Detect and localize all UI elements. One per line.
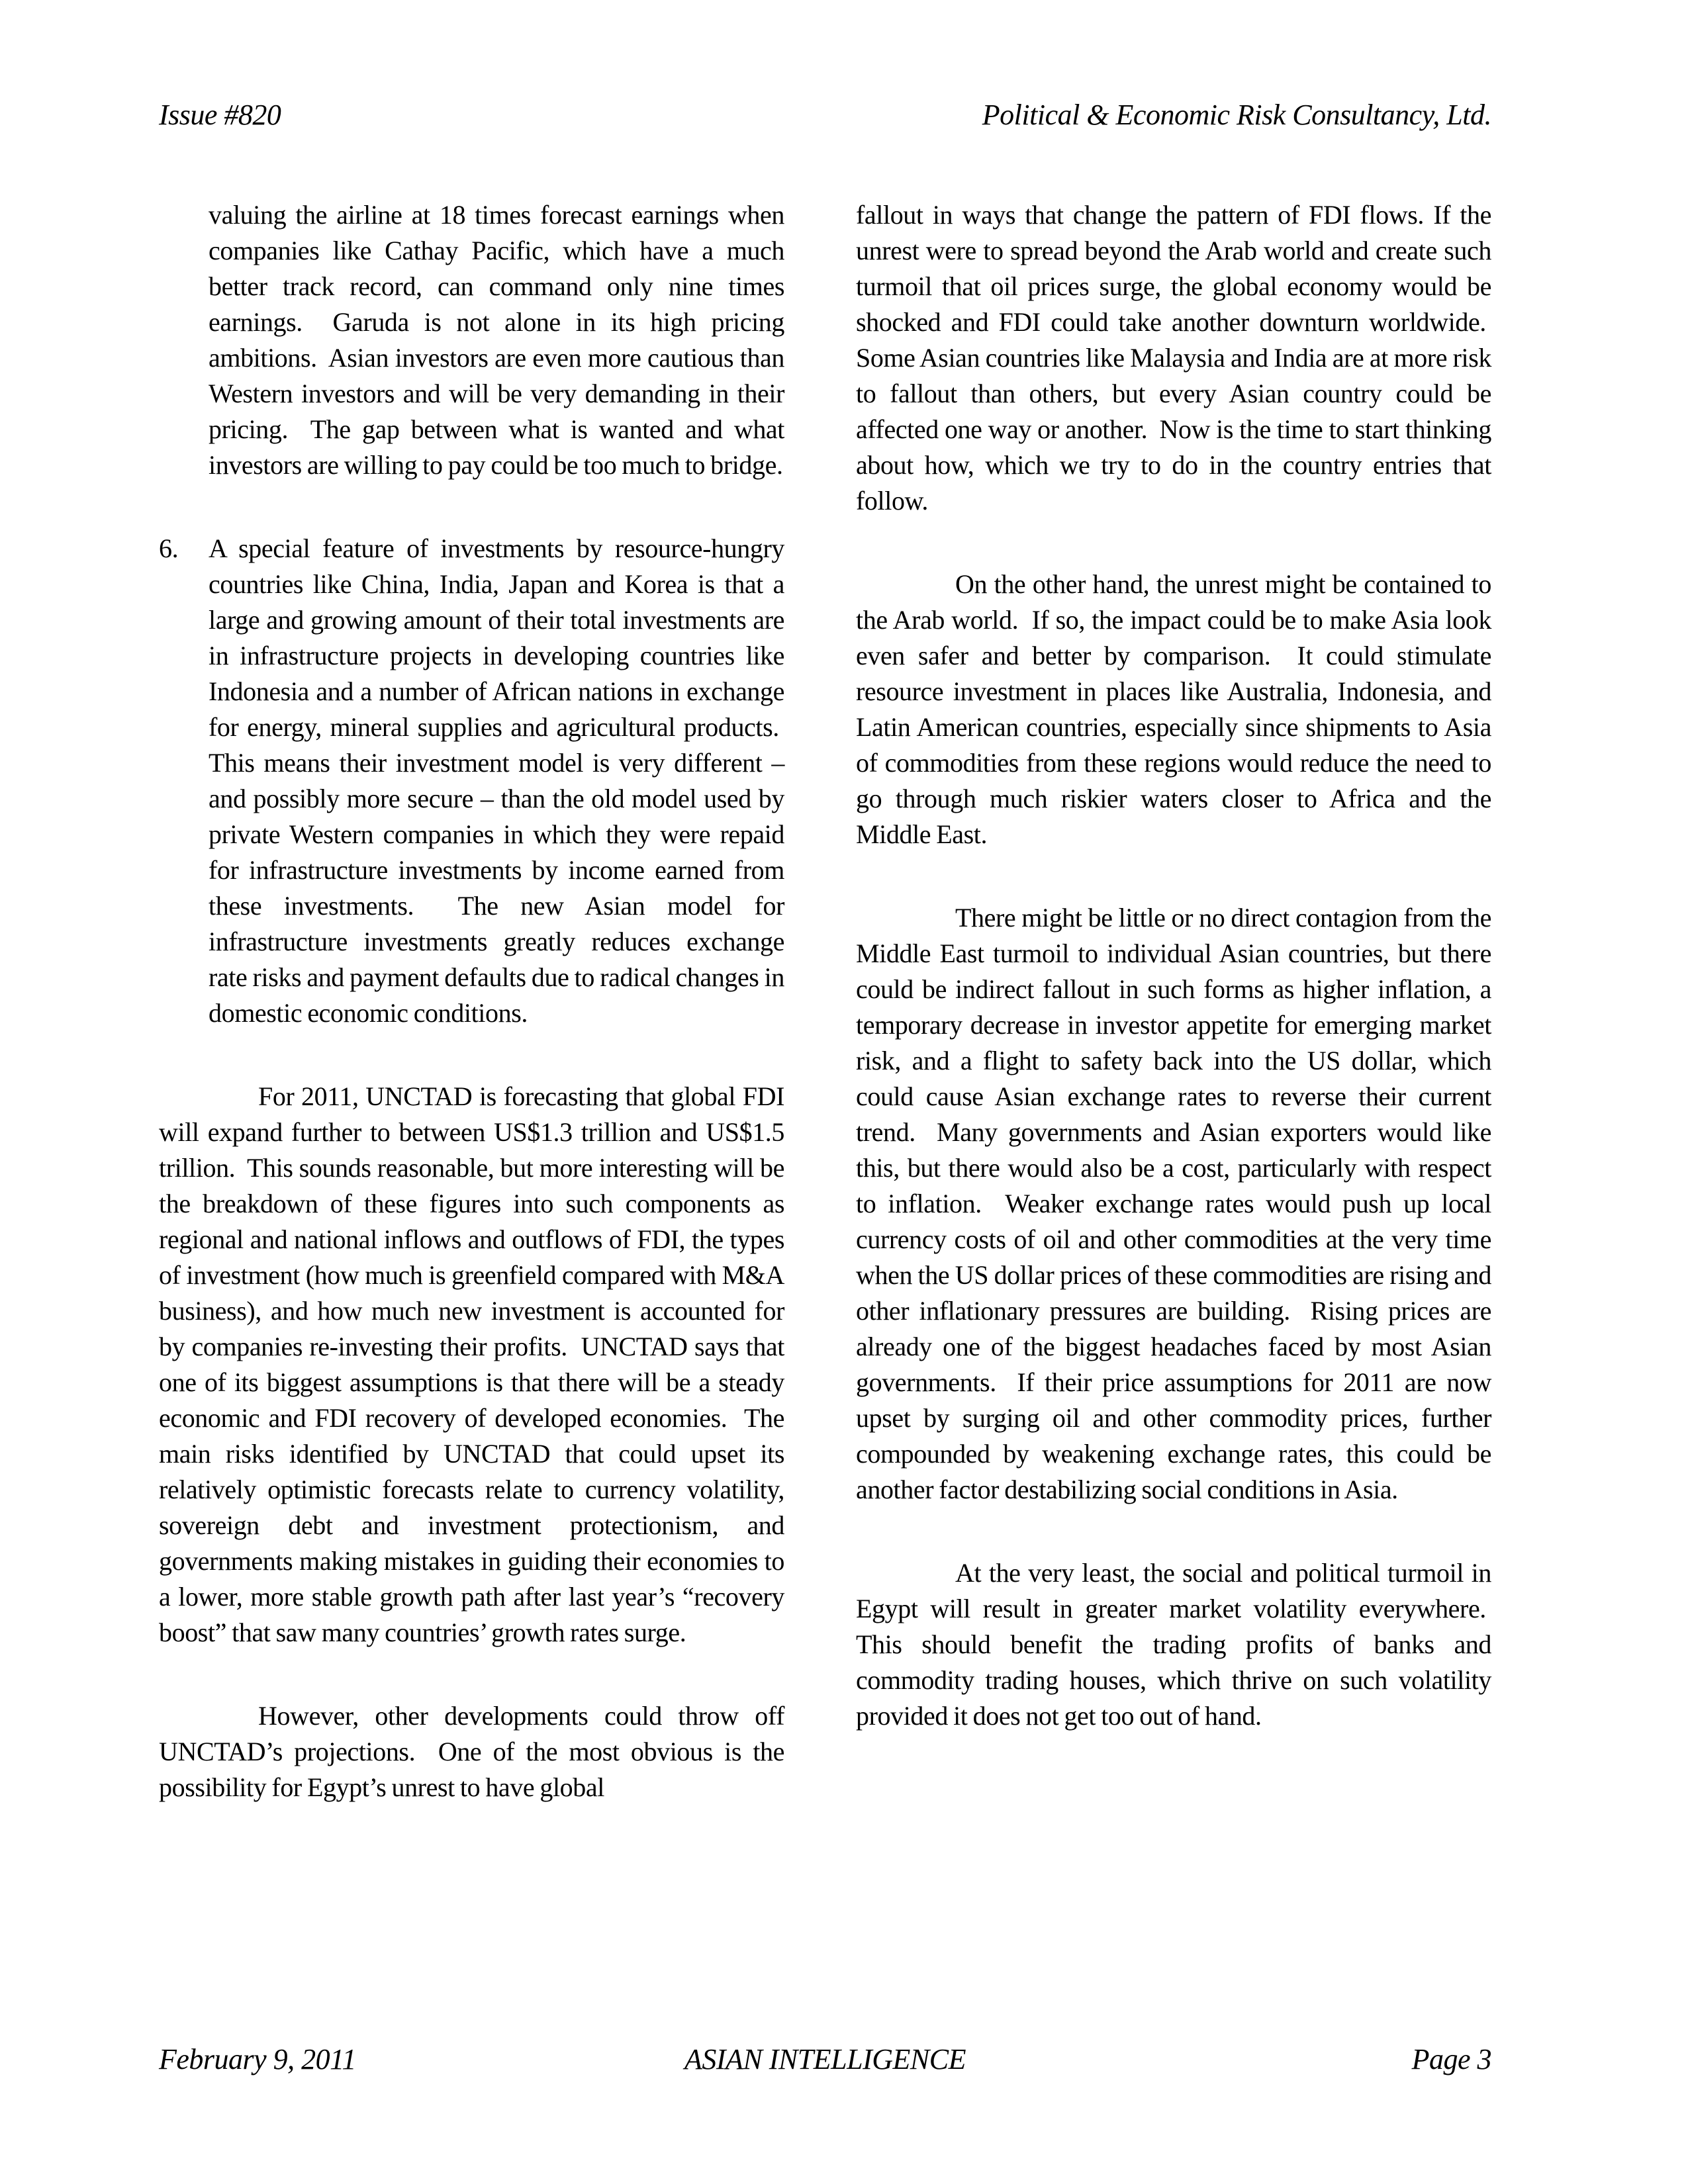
paragraph-unctad-forecast: For 2011, UNCTAD is forecasting that global FDI will expand further to between US$1.3 trillion and US$1.5 trillion. This sounds reasonable, but more interesting will be the breakdown of these figures into such components as regional and national inflows and outflows of FDI, the types of investment (how much is greenfield compared with M&A business), and how much new investment is accounted for by companies re-investing their profits. UNCTAD says that one of its biggest assumptions is that there will be a steady economic and FDI recovery of developed economies. The main risks identified by UNCTAD that could upset its relatively optimistic forecasts relate to currency volatility, sovereign debt and investment protectionism, and governments making mistakes in guiding their economies to a lower, more stable growth path after last year’s “recovery boost” that saw many countries’ growth rates surge. (159, 1081, 784, 1647)
item-text: A special feature of investments by resource-hungry countries like China, India, Japan and Korea is that a large and growing amount of their total investments are in infrastructure projects in developing countries like Indonesia and a number of African nations in exchange for energy, mineral supplies and agricultural products. This means their investment model is very different – and possibly more secure – than the old model used by private Western companies in which they were repaid for infrastructure investments by income earned from these investments. The new Asian model for infrastructure investments greatly reduces exchange rate risks and payment defaults due to radical changes in domestic economic conditions. (209, 533, 784, 1028)
footer-page-number: Page 3 (1411, 2043, 1491, 2075)
item-number: 6. (159, 533, 179, 563)
paragraph-however: However, other developments could throw off UNCTAD’s projections. One of the most obvious is the possibility for Egypt’s unrest to have global (159, 1701, 784, 1802)
left-column (159, 197, 784, 1805)
footer-publication-title: ASIAN INTELLIGENCE (684, 2043, 966, 2075)
footer-date: February 9, 2011 (159, 2043, 356, 2075)
page-body (159, 197, 1491, 1805)
paragraph-contagion: There might be little or no direct contagion from the Middle East turmoil to individual Asian countries, but there could be indirect fallout in such forms as higher inflation, a temporary decrease in investor appetite for emerging market risk, and a flight to safety back into the US dollar, which could cause Asian exchange rates to reverse their current trend. Many governments and Asian exporters would like this, but there would also be a cost, particularly with respect to inflation. Weaker exchange rates would push up local currency costs of oil and other commodities at the very time when the US dollar prices of these commodities are rising and other inflationary pressures are building. Rising prices are already one of the biggest headaches faced by most Asian governments. If their price assumptions for 2011 are now upset by surging oil and other commodity prices, further compounded by weakening exchange rates, this could be another factor destabilizing social conditions in Asia. (856, 903, 1491, 1504)
page-header (159, 98, 1491, 133)
continuation-paragraph: valuing the airline at 18 times forecast earnings when companies like Cathay Pacific, which have a much better track record, can command only nine times earnings. Garuda is not alone in its high pricing ambitions. Asian investors are even more cautious than Western investors and will be very demanding in their pricing. The gap between what is wanted and what investors are willing to pay could be too much to bridge. (209, 200, 784, 480)
paragraph-very-least: At the very least, the social and political turmoil in Egypt will result in greater market volatility everywhere. This should benefit the trading profits of banks and commodity trading houses, which thrive on such volatility provided it does not get too out of hand. (856, 1558, 1491, 1731)
right-column (856, 197, 1491, 1805)
numbered-item-6 (159, 531, 784, 1031)
publisher-name: Political & Economic Risk Consultancy, Ltd. (982, 99, 1491, 131)
paragraph-fallout: fallout in ways that change the pattern of FDI flows. If the unrest were to spread beyond the Arab world and create such turmoil that oil prices surge, the global economy would be shocked and FDI could take another downturn worldwide. Some Asian countries like Malaysia and India are at more risk to fallout than others, but every Asian country could be affected one way or another. Now is the time to start thinking about how, which we try to do in the country entries that follow. (856, 200, 1491, 516)
paragraph-other-hand: On the other hand, the unrest might be contained to the Arab world. If so, the impact could be to make Asia look even safer and better by comparison. It could stimulate resource investment in places like Australia, Indonesia, and Latin American countries, especially since shipments to Asia of commodities from these regions would reduce the need to go through much riskier waters closer to Africa and the Middle East. (856, 569, 1491, 849)
page-footer (159, 2042, 1491, 2077)
issue-number: Issue #820 (159, 99, 281, 131)
